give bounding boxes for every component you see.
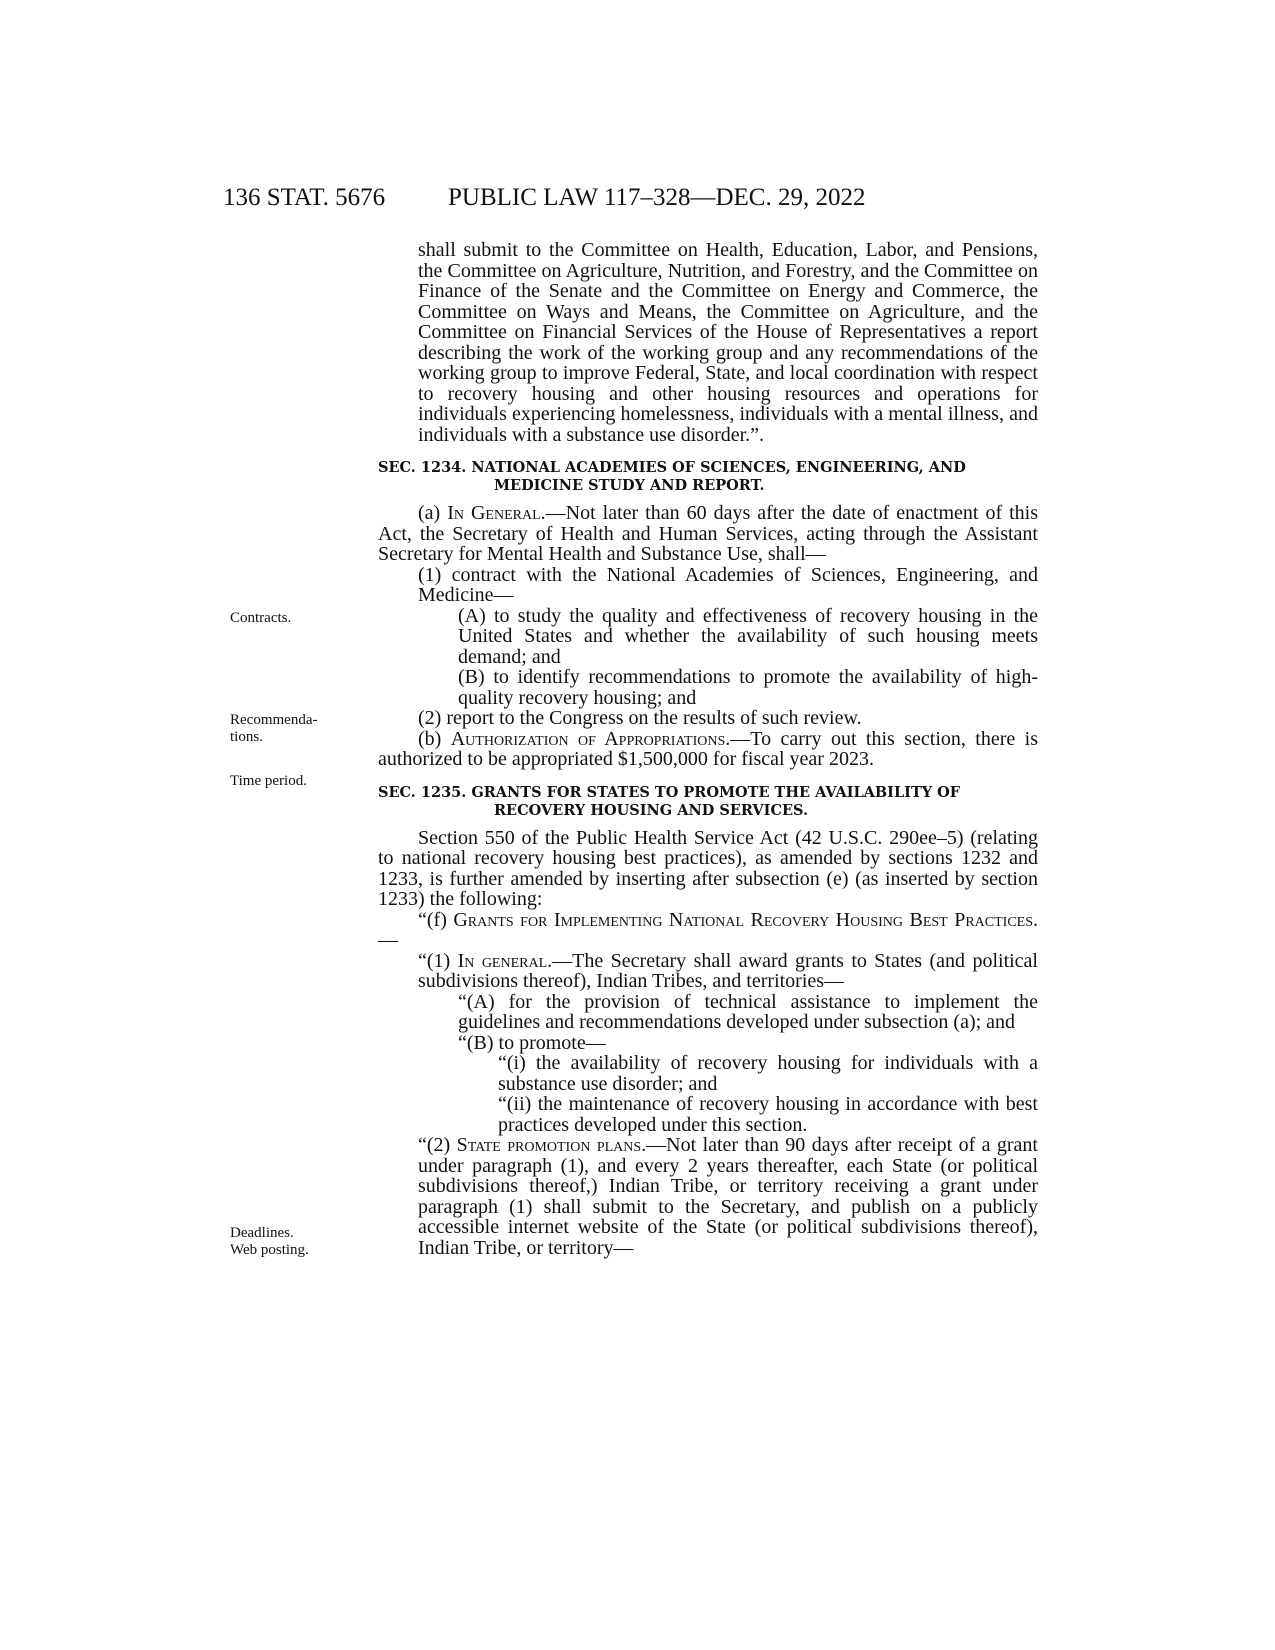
margin-note-recommendations	[230, 712, 317, 746]
f-subparagraph-a: “(A) for the provision of technical assistance to implement the guidelines and recommendations developed under subsection (a); and	[458, 990, 1038, 1033]
subsection-caption: In General	[447, 502, 541, 524]
section-1235-intro: Section 550 of the Public Health Service Act (42 U.S.C. 290ee–5) (relating to national recovery housing best practices), as amended by sections 1232 and 1233, is further amended by inserting after subsection (e) (as inserted by section 1233) the following:	[378, 826, 1038, 910]
f-paragraph-1: “(1) In general.—The Secretary shall award grants to States (and political subdivisions thereof), Indian Tribes, and territories—	[418, 949, 1038, 992]
paragraph-caption: State promotion plans	[456, 1134, 642, 1156]
margin-note-deadlines	[230, 1225, 309, 1259]
document-body	[378, 240, 1038, 1258]
subsection-caption: Authorization of Appropriations	[450, 727, 726, 750]
f-subparagraph-b: “(B) to promote—	[458, 1031, 606, 1054]
margin-note-contracts: Contracts.	[230, 610, 292, 626]
section-heading-line: SEC. 1235. GRANTS FOR STATES TO PROMOTE THE AVAILABILITY OF	[378, 783, 961, 801]
subparagraph-b: (B) to identify recommendations to promote the availability of high-quality recovery housing; and	[458, 666, 1038, 709]
subsection-a: (a) In General.—Not later than 60 days after the date of enactment of this Act, the Secretary of Health and Human Services, acting through the Assistant Secretary for Mental Health and Substance Use, shall—	[378, 502, 1039, 565]
margin-note-line: Web posting.	[230, 1242, 309, 1258]
f-clause-ii: “(ii) the maintenance of recovery housing in accordance with best practices developed under this section.	[498, 1093, 1038, 1136]
margin-note-line: Recommenda-	[230, 712, 318, 728]
margin-note-line: tions.	[230, 729, 263, 745]
margin-note-time-period: Time period.	[230, 773, 307, 789]
subparagraph-a: (A) to study the quality and effectiveness of recovery housing in the United States and whether the availability of such housing meets demand; and	[458, 604, 1038, 668]
subsection-caption: Grants for Implementing National Recovery Housing Best Practices	[453, 908, 1033, 931]
section-1235-heading	[378, 784, 1038, 820]
intro-paragraph: shall submit to the Committee on Health, Education, Labor, and Pensions, the Committee on Agriculture, Nutrition, and Forestry, and the Committee on Finance of the Senate and the Committee on Energy and Commerce, the Committee on Ways and Means, the Committee on Agriculture, and the Committee on Financial Services of the House of Representatives a report describing the work of the working group and any recommendations of the working group to improve Federal, State, and local coordination with respect to recovery housing and other housing resources and operations for individuals experiencing homelessness, individuals with a mental illness, and individuals with a substance use disorder.”.	[418, 239, 1038, 446]
f-clause-i: “(i) the availability of recovery housing for individuals with a substance use disorder; and	[498, 1052, 1038, 1095]
paragraph-1	[378, 565, 1038, 606]
f-paragraph-2: “(2) State promotion plans.—Not later than 90 days after receipt of a grant under paragraph (1), and every 2 years thereafter, each State (or political subdivisions thereof,) Indian Tribe, or territory receiving a grant under paragraph (1) shall submit to the Secretary, and publish on a publicly accessible internet website of the State (or political subdivisions thereof), Indian Tribe, or territory—	[418, 1134, 1038, 1259]
paragraph-2: (2) report to the Congress on the results of such review.	[418, 707, 862, 729]
section-heading-line: RECOVERY HOUSING AND SERVICES.	[494, 801, 809, 819]
subsection-b: (b) Authorization of Appropriations.—To carry out this section, there is authorized to be appropriated $1,500,000 for fiscal year 2023.	[378, 727, 1038, 770]
section-heading-line: MEDICINE STUDY AND REPORT.	[494, 477, 765, 494]
margin-note-line: Deadlines.	[230, 1225, 294, 1241]
public-law-header: PUBLIC LAW 117–328—DEC. 29, 2022	[448, 184, 866, 211]
paragraph-text: (1) contract with the National Academies of Sciences, Engineering, and Medicine—	[418, 563, 1038, 606]
paragraph-caption: In general	[457, 949, 548, 972]
subsection-f: “(f) Grants for Implementing National Recovery Housing Best Practices.—	[378, 908, 1038, 951]
section-1234-heading	[378, 459, 1038, 495]
section-heading-line: SEC. 1234. NATIONAL ACADEMIES OF SCIENCES, ENGINEERING, AND	[378, 459, 966, 476]
statute-page-reference: 136 STAT. 5676	[223, 184, 386, 211]
